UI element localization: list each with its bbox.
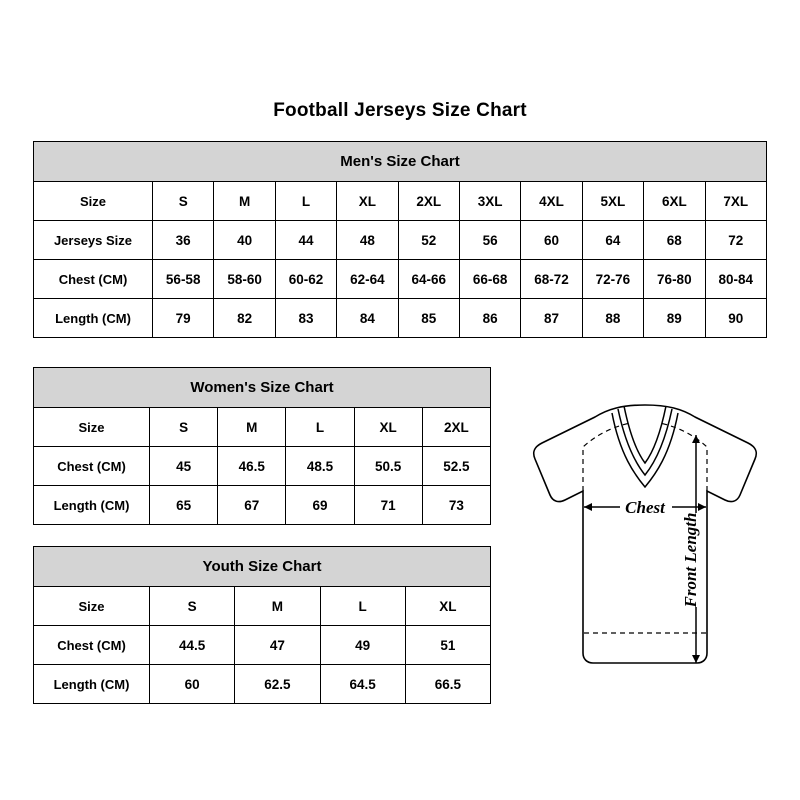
table-cell: 71: [354, 486, 422, 525]
table-row: [34, 486, 491, 525]
table-cell: 64.5: [320, 665, 405, 704]
table-row: [34, 665, 491, 704]
mens-section-heading: Men's Size Chart: [34, 142, 767, 182]
row-label: Size: [34, 587, 150, 626]
table-section-header-row: [34, 547, 491, 587]
table-cell: S: [150, 587, 235, 626]
row-label: Length (CM): [34, 299, 153, 338]
row-label: Length (CM): [34, 665, 150, 704]
table-cell: XL: [354, 408, 422, 447]
table-cell: 68-72: [521, 260, 582, 299]
table-cell: 60-62: [275, 260, 336, 299]
table-cell: 64: [582, 221, 643, 260]
table-cell: 90: [705, 299, 766, 338]
table-cell: 72-76: [582, 260, 643, 299]
table-cell: 48: [337, 221, 398, 260]
table-cell: L: [320, 587, 405, 626]
table-cell: 83: [275, 299, 336, 338]
youth-size-table: [33, 546, 491, 704]
table-cell: 67: [218, 486, 286, 525]
table-cell: S: [150, 408, 218, 447]
womens-section-heading: Women's Size Chart: [34, 368, 491, 408]
table-section-header-row: [34, 368, 491, 408]
row-label: Length (CM): [34, 486, 150, 525]
page-title: Football Jerseys Size Chart: [273, 100, 527, 121]
table-cell: 56: [459, 221, 520, 260]
table-cell: 48.5: [286, 447, 354, 486]
sleeve-seam-guides: [583, 423, 707, 491]
tshirt-measurement-diagram: [500, 395, 790, 695]
table-cell: 52: [398, 221, 459, 260]
table-cell: 79: [153, 299, 214, 338]
table-cell: 66.5: [405, 665, 490, 704]
table-cell: 89: [644, 299, 705, 338]
table-cell: XL: [405, 587, 490, 626]
table-cell: 45: [150, 447, 218, 486]
row-label: Chest (CM): [34, 447, 150, 486]
table-cell: 5XL: [582, 182, 643, 221]
table-cell: 76-80: [644, 260, 705, 299]
row-label: Size: [34, 408, 150, 447]
table-cell: 66-68: [459, 260, 520, 299]
table-row: [34, 299, 767, 338]
row-label: Jerseys Size: [34, 221, 153, 260]
table-cell: 49: [320, 626, 405, 665]
table-cell: 51: [405, 626, 490, 665]
table-cell: 4XL: [521, 182, 582, 221]
table-cell: 72: [705, 221, 766, 260]
table-cell: M: [218, 408, 286, 447]
table-cell: 47: [235, 626, 320, 665]
table-row: [34, 182, 767, 221]
table-cell: 68: [644, 221, 705, 260]
table-cell: 80-84: [705, 260, 766, 299]
table-cell: 62.5: [235, 665, 320, 704]
table-row: [34, 447, 491, 486]
table-cell: L: [275, 182, 336, 221]
table-row: [34, 626, 491, 665]
front-length-label: Front Length: [681, 512, 700, 608]
womens-size-table: [33, 367, 491, 525]
table-cell: 44.5: [150, 626, 235, 665]
table-row: [34, 587, 491, 626]
tshirt-outline-icon: [534, 405, 757, 663]
table-cell: 69: [286, 486, 354, 525]
table-row: [34, 260, 767, 299]
table-cell: 46.5: [218, 447, 286, 486]
table-cell: 65: [150, 486, 218, 525]
table-cell: 85: [398, 299, 459, 338]
table-cell: L: [286, 408, 354, 447]
chest-label: Chest: [625, 498, 665, 517]
table-cell: 88: [582, 299, 643, 338]
table-cell: 7XL: [705, 182, 766, 221]
table-section-header-row: [34, 142, 767, 182]
table-cell: 52.5: [422, 447, 490, 486]
table-cell: 36: [153, 221, 214, 260]
table-cell: 40: [214, 221, 275, 260]
table-cell: 64-66: [398, 260, 459, 299]
row-label: Chest (CM): [34, 626, 150, 665]
row-label: Chest (CM): [34, 260, 153, 299]
table-cell: 60: [521, 221, 582, 260]
table-cell: 50.5: [354, 447, 422, 486]
table-cell: 2XL: [422, 408, 490, 447]
table-cell: XL: [337, 182, 398, 221]
table-cell: 6XL: [644, 182, 705, 221]
table-cell: 56-58: [153, 260, 214, 299]
table-cell: 3XL: [459, 182, 520, 221]
table-row: [34, 221, 767, 260]
table-cell: 84: [337, 299, 398, 338]
table-cell: S: [153, 182, 214, 221]
table-cell: 87: [521, 299, 582, 338]
table-row: [34, 408, 491, 447]
table-cell: M: [235, 587, 320, 626]
table-cell: 60: [150, 665, 235, 704]
row-label: Size: [34, 182, 153, 221]
neckline-icon: [612, 406, 678, 487]
table-cell: 2XL: [398, 182, 459, 221]
table-cell: 86: [459, 299, 520, 338]
youth-section-heading: Youth Size Chart: [34, 547, 491, 587]
table-cell: 44: [275, 221, 336, 260]
table-cell: 62-64: [337, 260, 398, 299]
table-cell: 73: [422, 486, 490, 525]
table-cell: M: [214, 182, 275, 221]
table-cell: 58-60: [214, 260, 275, 299]
mens-size-table: [33, 141, 767, 338]
table-cell: 82: [214, 299, 275, 338]
